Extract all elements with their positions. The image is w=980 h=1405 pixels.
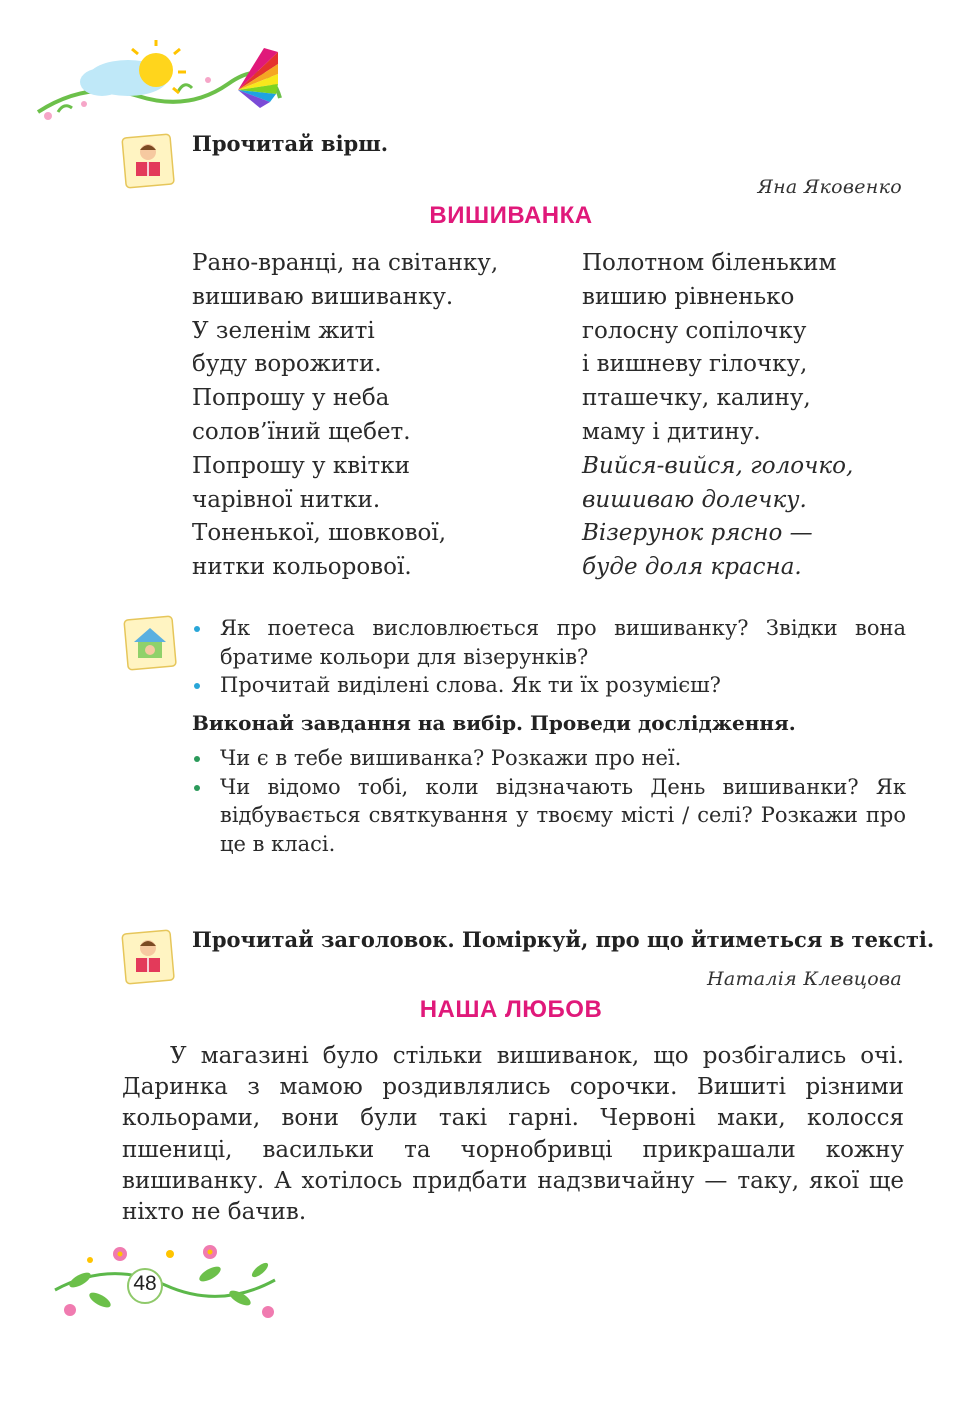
- task-instruction: Прочитай заголовок. Поміркуй, про що йтиметься в тексті.: [192, 927, 935, 952]
- question-list: [190, 614, 906, 700]
- text-title: НАША ЛЮБОВ: [419, 996, 603, 1023]
- poem-line: голосну сопілочку: [582, 317, 807, 344]
- poem-line: нитки кольорової.: [192, 554, 412, 581]
- poem-line: У зеленім житі: [192, 317, 375, 344]
- choice-item-text: Чи відомо тобі, коли відзначають День вишиванки? Як відбувається святкування у твоєму місті / селі? Розкажи про це в класі.: [220, 774, 906, 856]
- questions-icon: [122, 612, 178, 672]
- bullet-icon: [194, 626, 200, 632]
- list-item: [190, 773, 906, 859]
- list-item: [190, 744, 906, 773]
- poem-column-right: [582, 247, 853, 585]
- list-item: [190, 671, 906, 700]
- poem-line: маму і дитину.: [582, 418, 761, 445]
- poem-line-highlighted: буде доля красна.: [582, 554, 802, 581]
- poem-column-left: [192, 247, 498, 585]
- sun-rainbow-kite-decoration: [28, 40, 288, 130]
- question-text: Прочитай виділені слова. Як ти їх розумієш?: [220, 673, 721, 697]
- choice-task-heading: Виконай завдання на вибір. Проведи дослідження.: [192, 711, 796, 735]
- poem-line: пташечку, калину,: [582, 385, 811, 412]
- bullet-icon: [194, 785, 200, 791]
- poem-line: Попрошу у неба: [192, 385, 390, 412]
- poem-line: вишию рівненько: [582, 283, 795, 310]
- bullet-icon: [194, 756, 200, 762]
- poem-line: буду ворожити.: [192, 351, 382, 378]
- poem-line: Тоненької, шовкової,: [192, 520, 447, 547]
- flower-border-decoration: [50, 1240, 280, 1330]
- poem-line-highlighted: Візерунок рясно —: [582, 520, 813, 547]
- paragraph: У магазині було стільки вишиванок, що розбігались очі. Даринка з мамою роздивлялись сорочки. Вишиті різними кольорами, вони були такі гарні. Червоні маки, колосся пшениці, васильки та чорнобривці прикрашали кожну вишиванку. А хотілось придбати надзвичайну — таку, якої ще ніхто не бачив.: [122, 1043, 904, 1226]
- poem-line: і вишневу гілочку,: [582, 351, 808, 378]
- poem-line: Рано-вранці, на світанку,: [192, 250, 499, 276]
- poem-line: чарівної нитки.: [192, 486, 381, 513]
- question-text: Як поетеса висловлюється про вишиванку? Звідки вона братиме кольори для візерунків?: [220, 616, 906, 669]
- poem-line: Полотном біленьким: [582, 250, 837, 276]
- poem-line-highlighted: Вийся-вийся, голочко,: [582, 452, 854, 479]
- bullet-icon: [194, 683, 200, 689]
- choice-task-list: [190, 744, 906, 858]
- reading-child-icon: [120, 130, 176, 190]
- poem-title: ВИШИВАНКА: [429, 202, 593, 229]
- text-author: Наталія Клевцова: [706, 968, 902, 990]
- poem-line: солов’їний щебет.: [192, 418, 411, 445]
- story-text: [122, 1041, 904, 1228]
- task-instruction: Прочитай вірш.: [192, 131, 389, 156]
- poem-line: Попрошу у квітки: [192, 452, 410, 479]
- reading-child-icon: [120, 926, 176, 986]
- poem-line: вишиваю вишиванку.: [192, 283, 454, 310]
- poem-author: Яна Яковенко: [757, 176, 902, 198]
- list-item: [190, 614, 906, 671]
- page-number: 48: [133, 1272, 157, 1295]
- choice-item-text: Чи є в тебе вишиванка? Розкажи про неї.: [220, 746, 682, 770]
- poem-line-highlighted: вишиваю долечку.: [582, 486, 807, 513]
